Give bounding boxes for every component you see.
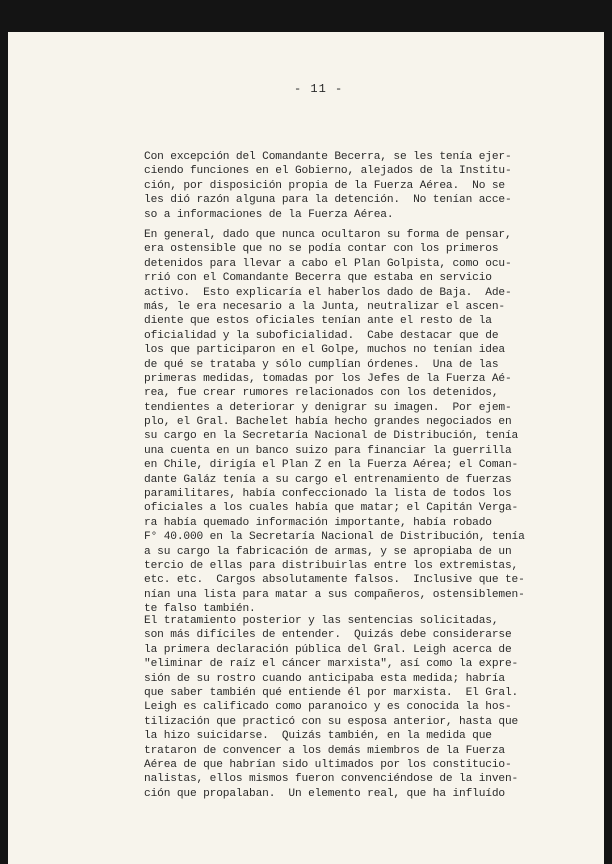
text-line: so a informaciones de la Fuerza Aérea. (144, 208, 394, 221)
text-line: etc. etc. Cargos absolutamente falsos. Inclusive que te- (144, 574, 525, 587)
text-line: Leigh es calificado como paranoico y es conocida la hos- (144, 701, 512, 714)
text-line: activo. Esto explicaría el haberlos dado de Baja. Ade- (144, 286, 512, 299)
text-line: sión de su rostro cuando anticipaba esta medida; habría (144, 672, 505, 685)
paragraph-2 (144, 228, 525, 617)
text-line: oficiales a los cuales había que matar; el Capitán Verga- (144, 502, 519, 515)
text-line: son más difíciles de entender. Quizás debe considerarse (144, 629, 512, 642)
text-line: diente que estos oficiales tenían ante el resto de la (144, 315, 492, 328)
paragraph-3 (144, 614, 518, 801)
text-line: nían una lista para matar a sus compañeros, ostensiblemen- (144, 588, 525, 601)
text-line: una cuenta en un banco suizo para financiar la guerrilla (144, 444, 512, 457)
text-line: su cargo en la Secretaría Nacional de Distribución, tenía (144, 430, 519, 443)
text-line: Con excepción del Comandante Becerra, se les tenía ejer- (144, 151, 512, 163)
text-line: tendientes a deteriorar y denigrar su imagen. Por ejem- (144, 401, 512, 414)
text-line: tercio de ellas para distribuirlas entre los extremistas, (144, 559, 519, 572)
document-page (8, 32, 604, 864)
text-line: en Chile, dirigía el Plan Z en la Fuerza Aérea; el Coman- (144, 459, 519, 472)
text-line: primeras medidas, tomadas por los Jefes de la Fuerza Aé- (144, 372, 512, 385)
text-line: rrió con el Comandante Becerra que estaba en servicio (144, 272, 492, 285)
text-line: a su cargo la fabricación de armas, y se apropiaba de un (144, 545, 512, 558)
text-line: ción, por disposición propia de la Fuerza Aérea. No se (144, 179, 505, 192)
text-line: rea, fue crear rumores relacionados con los detenidos, (144, 387, 499, 400)
text-line: nalistas, ellos mismos fueron convenciéndose de la inven- (144, 773, 519, 786)
text-line: "eliminar de raíz el cáncer marxista", así como la expre- (144, 658, 519, 671)
page-number: - 11 - (294, 82, 344, 96)
text-line: ra había quemado información importante, había robado (144, 516, 492, 529)
text-line: te falso también. (144, 603, 256, 616)
text-line: que saber también qué entiende él por marxista. El Gral. (144, 686, 519, 699)
paragraph-1 (144, 150, 512, 222)
text-line: En general, dado que nunca ocultaron su forma de pensar, (144, 229, 512, 241)
text-line: la primera declaración pública del Gral. Leigh acerca de (144, 643, 512, 656)
text-line: la hizo suicidarse. Quizás también, en la medida que (144, 730, 492, 743)
text-line: plo, el Gral. Bachelet había hecho grandes negociados en (144, 416, 512, 429)
text-line: más, le era necesario a la Junta, neutralizar el ascen- (144, 300, 505, 313)
text-line: paramilitares, había confeccionado la lista de todos los (144, 488, 512, 501)
text-line: Aérea de que habrían sido ultimados por los constitucio- (144, 758, 512, 771)
text-line: trataron de convencer a los demás miembros de la Fuerza (144, 744, 505, 757)
text-line: dante Galáz tenía a su cargo el entrenamiento de fuerzas (144, 473, 512, 486)
text-line: de qué se trataba y sólo cumplían órdenes. Una de las (144, 358, 499, 371)
text-line: tilización que practicó con su esposa anterior, hasta que (144, 715, 519, 728)
text-line: F° 40.000 en la Secretaría Nacional de Distribución, tenía (144, 531, 525, 544)
text-line: les dió razón alguna para la detención. No tenían acce- (144, 194, 512, 207)
text-line: oficialidad y la suboficialidad. Cabe destacar que de (144, 329, 499, 342)
text-line: El tratamiento posterior y las sentencias solicitadas, (144, 615, 499, 627)
text-line: ción que propalaban. Un elemento real, que ha influído (144, 787, 505, 800)
text-line: detenidos para llevar a cabo el Plan Golpista, como ocu- (144, 257, 512, 270)
text-line: los que participaron en el Golpe, muchos no tenían idea (144, 344, 505, 357)
text-line: era ostensible que no se podía contar con los primeros (144, 243, 499, 256)
text-line: ciendo funciones en el Gobierno, alejados de la Institu- (144, 165, 512, 178)
